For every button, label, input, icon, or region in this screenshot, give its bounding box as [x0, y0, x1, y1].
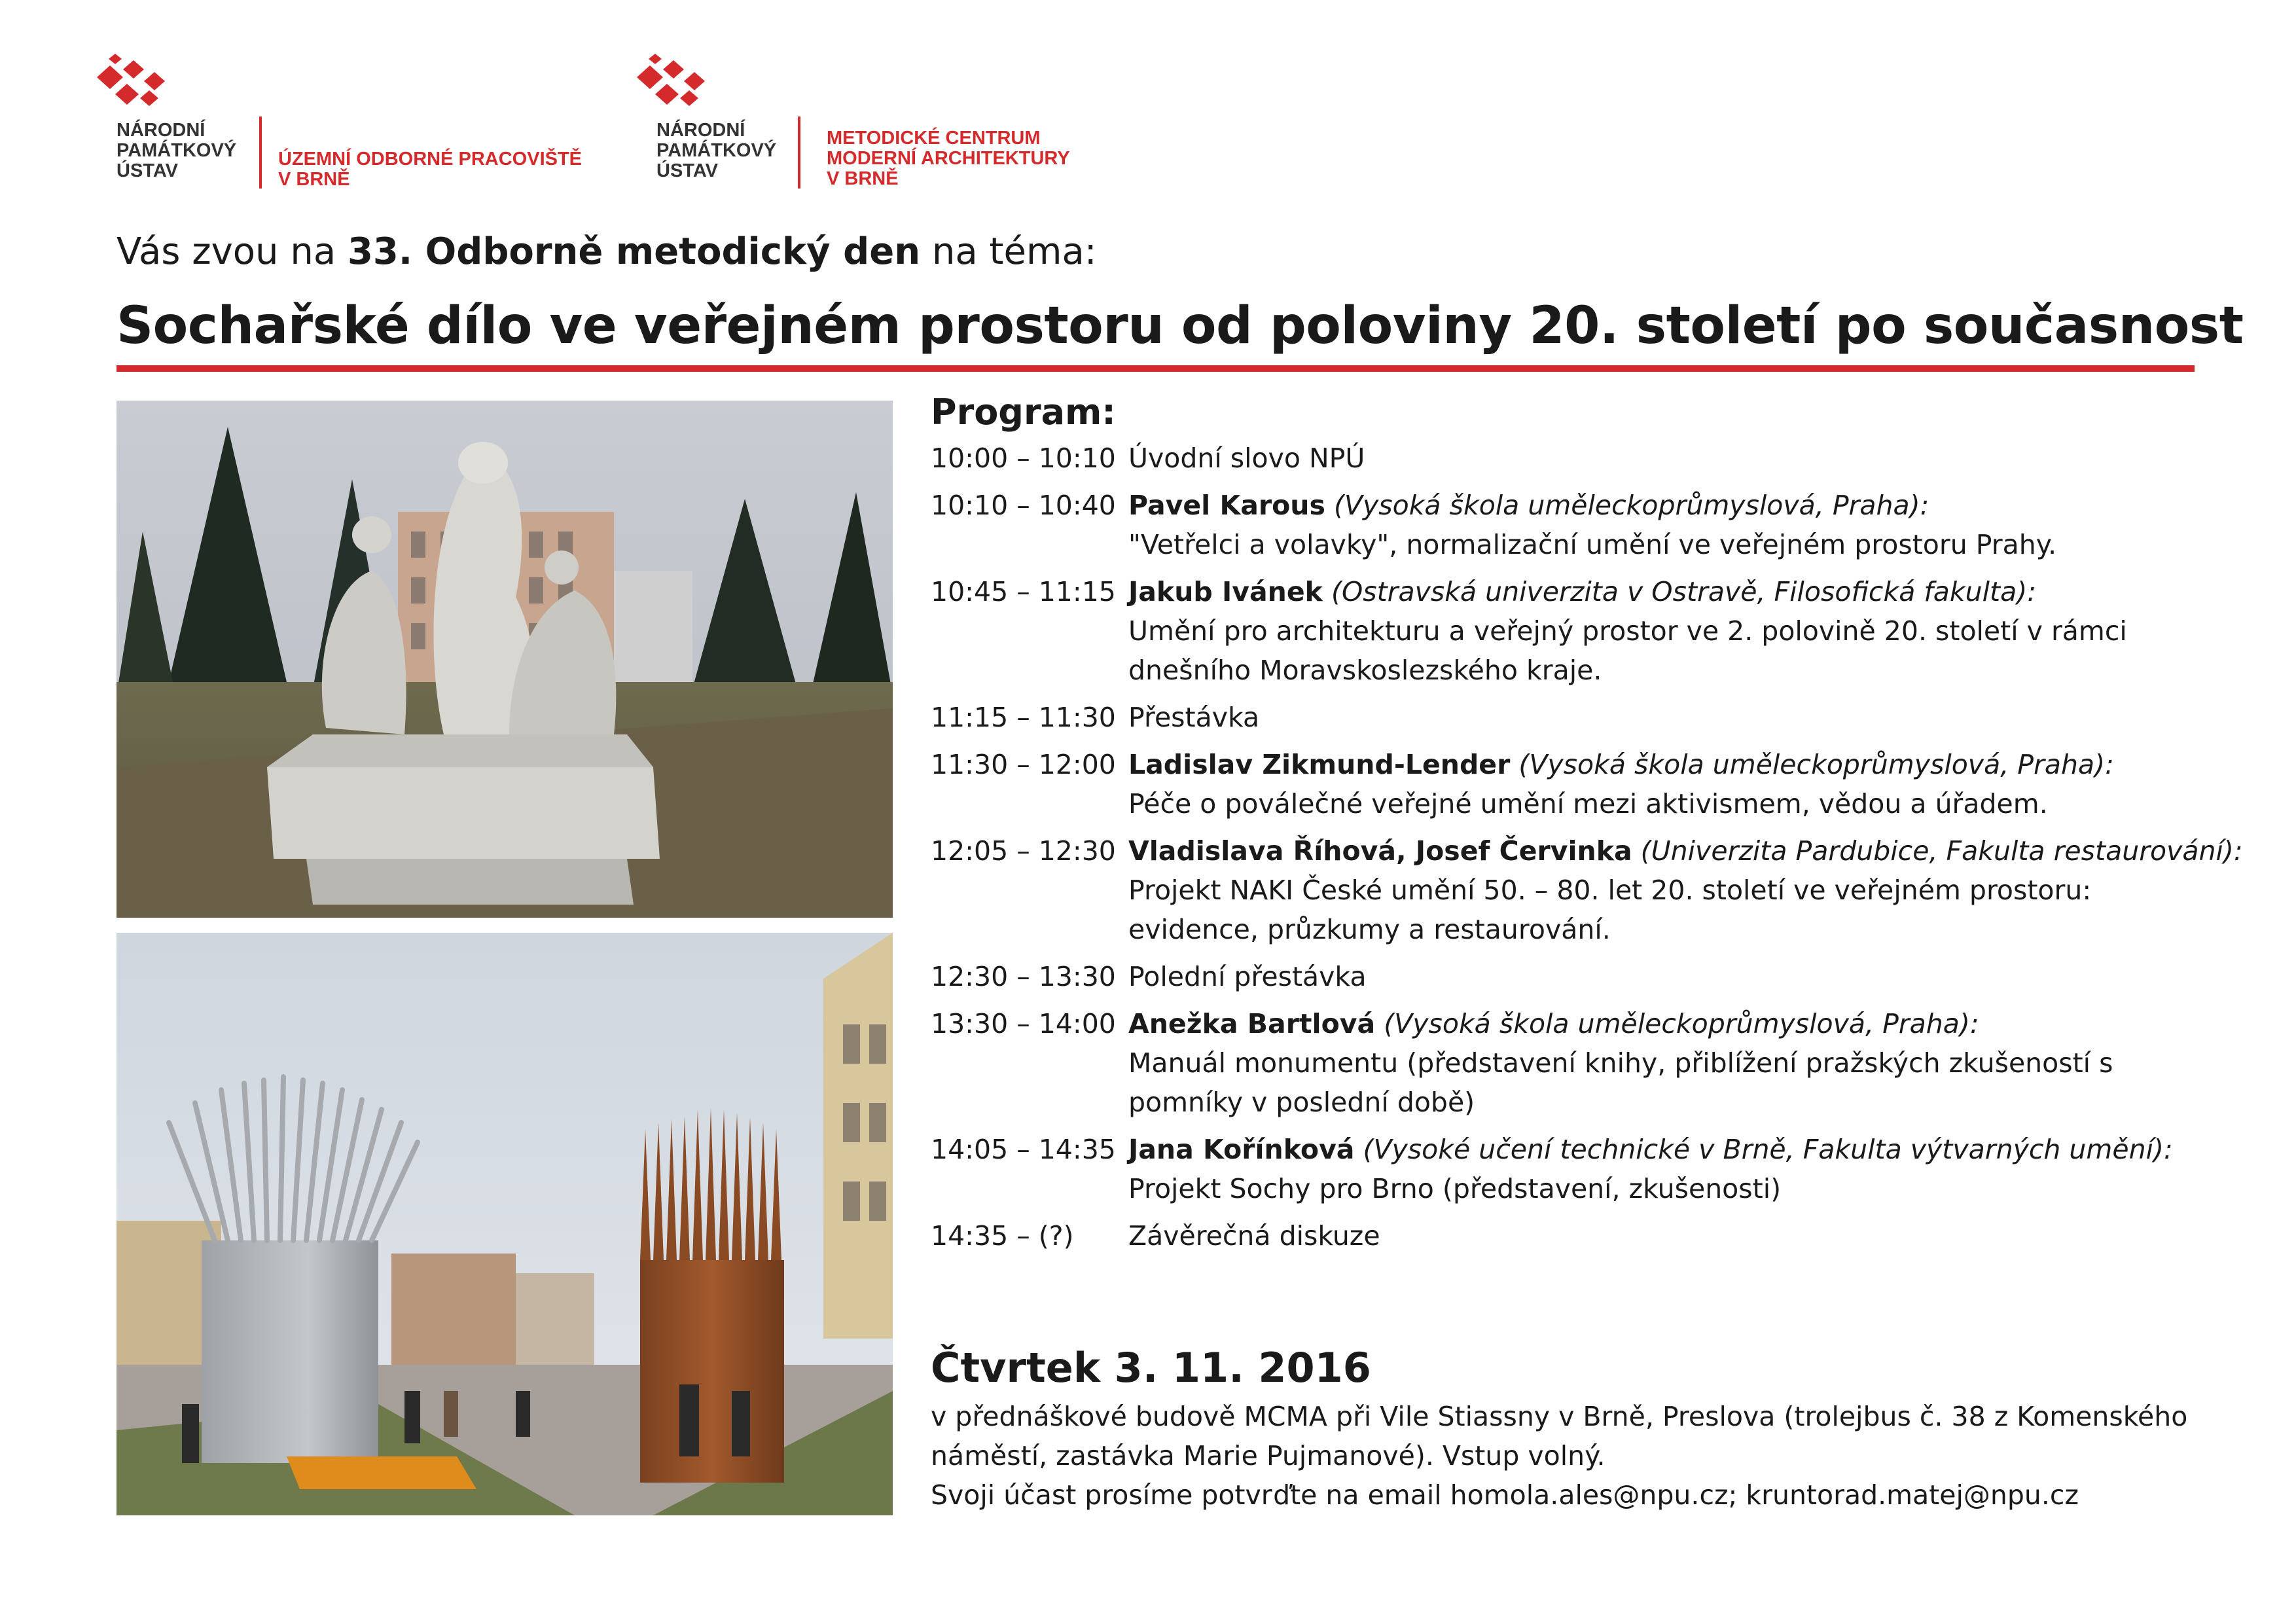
item-speaker: Vladislava Říhová, Josef Červinka	[1128, 835, 1632, 867]
logo-npu-brno	[90, 51, 614, 195]
program	[931, 390, 2259, 1263]
item-time: 10:10 – 10:40	[931, 490, 1116, 521]
program-item	[931, 1130, 2259, 1208]
item-time: 14:35 – (?)	[931, 1220, 1074, 1252]
steel-and-rust-monuments-photo	[117, 933, 893, 1515]
item-affiliation: (Vysoké učení technické v Brně, Fakulta výtvarných umění):	[1354, 1134, 2173, 1165]
item-affiliation: (Vysoká škola uměleckoprůmyslová, Praha):	[1325, 490, 1929, 521]
program-item	[931, 1004, 2259, 1122]
item-text: Závěrečná diskuze	[1128, 1220, 1380, 1252]
item-affiliation: (Vysoká škola uměleckoprůmyslová, Praha):	[1510, 749, 2114, 780]
program-item	[931, 698, 2259, 737]
item-time: 10:45 – 11:15	[931, 576, 1116, 607]
program-item	[931, 745, 2259, 823]
org-name: NÁRODNÍ PAMÁTKOVÝ ÚSTAV	[656, 120, 777, 181]
item-time: 13:30 – 14:00	[931, 1008, 1116, 1039]
program-item	[931, 572, 2259, 690]
event-venue	[931, 1397, 2259, 1515]
item-affiliation: (Univerzita Pardubice, Fakulta restaurování):	[1632, 835, 2243, 867]
program-heading: Program:	[931, 391, 1116, 433]
venue-line: v přednáškové budově MCMA při Vile Stiassny v Brně, Preslova (trolejbus č. 38 z Komenského	[931, 1401, 2188, 1432]
item-text: "Vetřelci a volavky", normalizační umění ve veřejném prostoru Prahy.	[1128, 529, 2057, 560]
department-name: ÚZEMNÍ ODBORNÉ PRACOVIŠTĚ V BRNĚ	[278, 149, 583, 190]
item-text: Umění pro architekturu a veřejný prostor ve 2. polovině 20. století v rámci	[1128, 615, 2127, 647]
department-name: METODICKÉ CENTRUM MODERNÍ ARCHITEKTURY V BRNĚ	[827, 128, 1070, 189]
title-underline	[117, 365, 2195, 372]
item-text: pomníky v poslední době)	[1128, 1087, 1475, 1118]
logo-divider	[259, 117, 262, 189]
item-text: Úvodní slovo NPÚ	[1128, 442, 1365, 474]
logo-divider	[798, 117, 800, 189]
npu-logo-mark-icon	[630, 51, 728, 117]
item-text: evidence, průzkumy a restaurování.	[1128, 914, 1611, 945]
program-item	[931, 831, 2259, 949]
item-affiliation: (Vysoká škola uměleckoprůmyslová, Praha):	[1375, 1008, 1979, 1039]
program-item	[931, 486, 2259, 564]
item-text: Projekt Sochy pro Brno (představení, zkušenosti)	[1128, 1173, 1782, 1204]
page-title: Sochařské dílo ve veřejném prostoru od poloviny 20. století po současnost	[117, 297, 2244, 355]
item-text: Péče o poválečné veřejné umění mezi aktivismem, vědou a úřadem.	[1128, 788, 2048, 820]
program-item	[931, 1216, 2259, 1255]
item-speaker: Jakub Ivánek	[1128, 576, 1323, 607]
item-text: Manuál monumentu (představení knihy, přiblížení pražských zkušeností s	[1128, 1047, 2113, 1079]
item-time: 11:30 – 12:00	[931, 749, 1116, 780]
item-time: 12:05 – 12:30	[931, 835, 1116, 867]
event-details	[931, 1342, 2259, 1515]
item-text: dnešního Moravskoslezského kraje.	[1128, 655, 1602, 686]
item-time: 11:15 – 11:30	[931, 702, 1116, 733]
program-item	[931, 439, 2259, 478]
item-text: Projekt NAKI České umění 50. – 80. let 20. století ve veřejném prostoru:	[1128, 875, 2092, 906]
invitation-line: Vás zvou na 33. Odborně metodický den na téma:	[117, 230, 1097, 273]
item-speaker: Jana Kořínková	[1128, 1134, 1355, 1165]
contact-line: Svoji účast prosíme potvrďte na email homola.ales@npu.cz; kruntorad.matej@npu.cz	[931, 1479, 2079, 1511]
item-speaker: Ladislav Zikmund-Lender	[1128, 749, 1511, 780]
item-speaker: Anežka Bartlová	[1128, 1008, 1376, 1039]
item-time: 10:00 – 10:10	[931, 442, 1116, 474]
sculpture-group-photo	[117, 401, 893, 918]
venue-line: náměstí, zastávka Marie Pujmanové). Vstup volný.	[931, 1440, 1605, 1471]
item-time: 12:30 – 13:30	[931, 961, 1116, 992]
org-name: NÁRODNÍ PAMÁTKOVÝ ÚSTAV	[117, 120, 237, 181]
program-item	[931, 957, 2259, 996]
item-affiliation: (Ostravská univerzita v Ostravě, Filosofická fakulta):	[1322, 576, 2037, 607]
item-speaker: Pavel Karous	[1128, 490, 1325, 521]
item-time: 14:05 – 14:35	[931, 1134, 1116, 1165]
npu-logo-mark-icon	[90, 51, 188, 117]
item-text: Polední přestávka	[1128, 961, 1367, 992]
logo-npu-mcma	[630, 51, 1102, 195]
item-text: Přestávka	[1128, 702, 1260, 733]
event-date: Čtvrtek 3. 11. 2016	[931, 1344, 1371, 1392]
